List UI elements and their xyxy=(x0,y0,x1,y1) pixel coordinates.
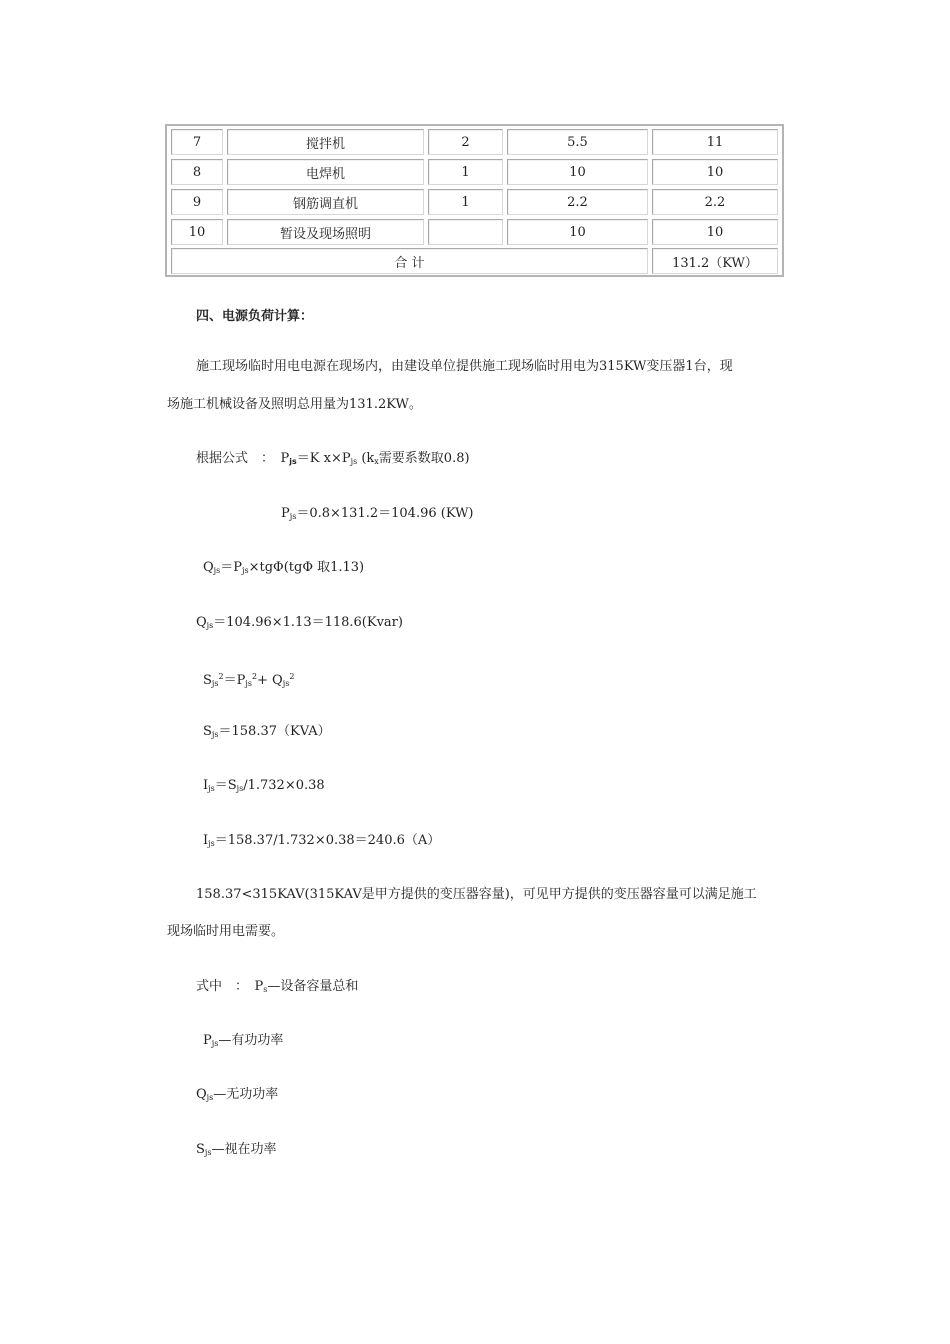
definition-sjs: $S_{js}—$视在功率 xyxy=(196,1142,277,1157)
formula-ijs: $I_{js}=S_{js}/1.732\times 0.38$ xyxy=(203,778,325,793)
table-cell-total: 10 xyxy=(652,219,778,245)
formula-pjs: 根据公式 ： $P_{js}=K$ $x\times P_{js}$ ($k_x$需要系数取0.8) xyxy=(196,451,470,466)
table-cell-no: 9 xyxy=(171,189,223,215)
formula-qjs: $Q_{js}=P_{js}\times tg\Phi(tg\Phi$ 取1.13) xyxy=(203,560,365,575)
formula-sjs-value: $S_{js}=158.37(KVA)$ xyxy=(203,724,331,739)
table-total-value: 131.2（KW） xyxy=(652,248,778,274)
section-heading: 四、电源负荷计算： xyxy=(196,309,314,324)
definition-ps: 式中 ： $P_s—$设备容量总和 xyxy=(196,979,359,994)
table-cell-name: 钢筋调直机 xyxy=(227,189,424,215)
equipment-table xyxy=(165,124,784,277)
table-cell-power: 2.2 xyxy=(507,189,648,215)
table-cell-power: 5.5 xyxy=(507,129,648,155)
table-cell-total: 10 xyxy=(652,159,778,185)
table-cell-name: 电焊机 xyxy=(227,159,424,185)
table-cell-qty xyxy=(428,219,503,245)
formula-sjs-squared: $S_{js}^2=P_{js}^2+ Q_{js}^2$ xyxy=(203,672,295,688)
table-cell-qty: 1 xyxy=(428,159,503,185)
table-total-label: 合 计 xyxy=(171,248,648,274)
table-cell-total: 2.2 xyxy=(652,189,778,215)
intro-line-2: 场施工机械设备及照明总用量为131.2KW。 xyxy=(167,397,422,412)
table-cell-no: 10 xyxy=(171,219,223,245)
conclusion-line-2: 现场临时用电需要。 xyxy=(167,924,285,939)
table-cell-name: 暂设及现场照明 xyxy=(227,219,424,245)
table-cell-qty: 1 xyxy=(428,189,503,215)
formula-pjs-value: $P_{js}=0.8\times 131.2=104.96$ (KW) xyxy=(281,506,474,521)
formula-qjs-value: $Q_{js}=104.96\times 1.13=118.6(Kvar)$ xyxy=(196,615,403,630)
table-cell-total: 11 xyxy=(652,129,778,155)
formula-ijs-value: $I_{js}=158.37/1.732\times 0.38=240.6(A)$ xyxy=(203,833,441,848)
definition-qjs: $Q_{js}—$无功功率 xyxy=(196,1087,279,1102)
table-cell-name: 搅拌机 xyxy=(227,129,424,155)
table-cell-power: 10 xyxy=(507,159,648,185)
table-cell-power: 10 xyxy=(507,219,648,245)
conclusion-line-1: 158.37<315KAV(315KAV是甲方提供的变压器容量)，可见甲方提供的变压器容量可以满足施工 xyxy=(196,887,757,902)
table-cell-no: 8 xyxy=(171,159,223,185)
definition-pjs: $P_{js}—$有功功率 xyxy=(203,1033,284,1048)
table-cell-no: 7 xyxy=(171,129,223,155)
intro-line-1: 施工现场临时用电电源在现场内，由建设单位提供施工现场临时用电为315KW变压器1台，现 xyxy=(196,359,733,374)
table-cell-qty: 2 xyxy=(428,129,503,155)
